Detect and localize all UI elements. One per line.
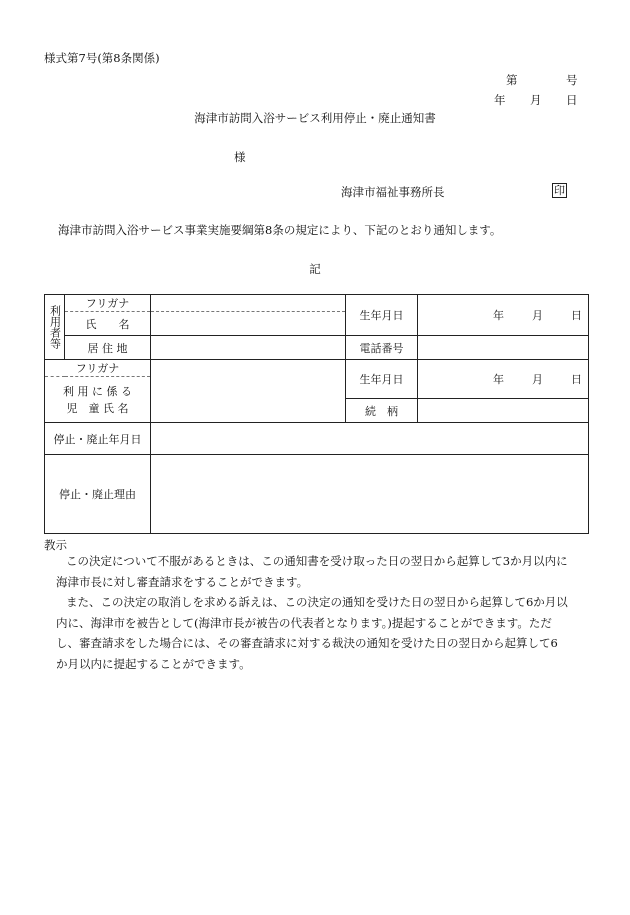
instruction-body	[44, 551, 584, 674]
child-birth-day-label: 日	[571, 373, 582, 386]
child-birth-year-label: 年	[493, 373, 504, 386]
birthdate-ymd	[418, 307, 588, 323]
child-birthdate-ymd	[418, 371, 588, 387]
child-birthdate-label: 生年月日	[346, 360, 418, 399]
ki-heading: 記	[309, 262, 321, 276]
instruction-p2-line1: また、この決定の取消しを求める訴えは、この決定の通知を受けた日の翌日から起算して6か月以	[66, 595, 568, 609]
name-value[interactable]	[151, 312, 346, 336]
child-name-label-cell	[45, 377, 151, 423]
doc-number-suffix: 号	[566, 73, 578, 87]
doc-number-label: 第	[506, 73, 518, 87]
date-day-label: 日	[566, 93, 578, 107]
seal-text: 印	[554, 184, 565, 197]
furigana-label: フリガナ	[65, 295, 151, 312]
seal-mark	[552, 183, 567, 198]
instruction-p2-line4: か月以内に提起することができます。	[56, 656, 251, 671]
instruction-p1-line1: この決定について不服があるときは、この通知書を受け取った日の翌日から起算して3か月以内に	[66, 554, 568, 568]
instruction-p1-line2: 海津市長に対し審査請求をすることができます。	[56, 574, 309, 589]
instruction-p2-line3: し、審査請求をした場合には、その審査請求に対する裁決の通知を受けた日の翌日から起算して6	[56, 636, 558, 650]
notice-form-table	[44, 294, 589, 534]
birth-month-label: 月	[532, 309, 543, 322]
instruction-heading: 教示	[44, 538, 67, 552]
date-year-label: 年	[494, 93, 506, 107]
child-birth-month-label: 月	[532, 373, 543, 386]
child-label-line-2: 児 童 氏 名	[66, 401, 129, 415]
phone-label: 電話番号	[346, 336, 418, 360]
child-birthdate-value[interactable]	[418, 360, 589, 399]
furigana-value[interactable]	[151, 295, 346, 312]
document-title: 海津市訪問入浴サービス利用停止・廃止通知書	[194, 111, 436, 125]
stop-reason-value[interactable]	[151, 455, 589, 534]
form-number: 様式第7号(第8条関係)	[44, 51, 160, 65]
date-month-label: 月	[530, 93, 542, 107]
birth-day-label: 日	[571, 309, 582, 322]
address-label: 居 住 地	[65, 336, 151, 360]
instruction-p2-line2: 内に、海津市を被告として(海津市長が被告の代表者となります。)提起することができます。ただ	[56, 615, 552, 630]
stop-reason-label: 停止・廃止理由	[45, 455, 151, 534]
addressee-suffix: 様	[234, 150, 246, 164]
phone-value[interactable]	[418, 336, 589, 360]
user-group-label-cell	[45, 295, 65, 360]
issuer-name: 海津市福祉事務所長	[341, 185, 445, 199]
relationship-value[interactable]	[418, 399, 589, 423]
child-furigana-label: フリガナ	[45, 360, 151, 377]
name-label: 氏 名	[65, 312, 151, 336]
intro-text: 海津市訪問入浴サービス事業実施要綱第8条の規定により、下記のとおり通知します。	[58, 223, 502, 237]
stop-date-label: 停止・廃止年月日	[45, 423, 151, 455]
address-value[interactable]	[151, 336, 346, 360]
birth-year-label: 年	[493, 309, 504, 322]
child-label-line-1: 利 用 に 係 る	[63, 384, 132, 398]
user-group-label: 利用者等	[48, 305, 62, 349]
birthdate-label: 生年月日	[346, 295, 418, 336]
birthdate-value[interactable]	[418, 295, 589, 336]
stop-date-value[interactable]	[151, 423, 589, 455]
relationship-label: 続 柄	[346, 399, 418, 423]
child-name-value[interactable]	[151, 360, 346, 423]
